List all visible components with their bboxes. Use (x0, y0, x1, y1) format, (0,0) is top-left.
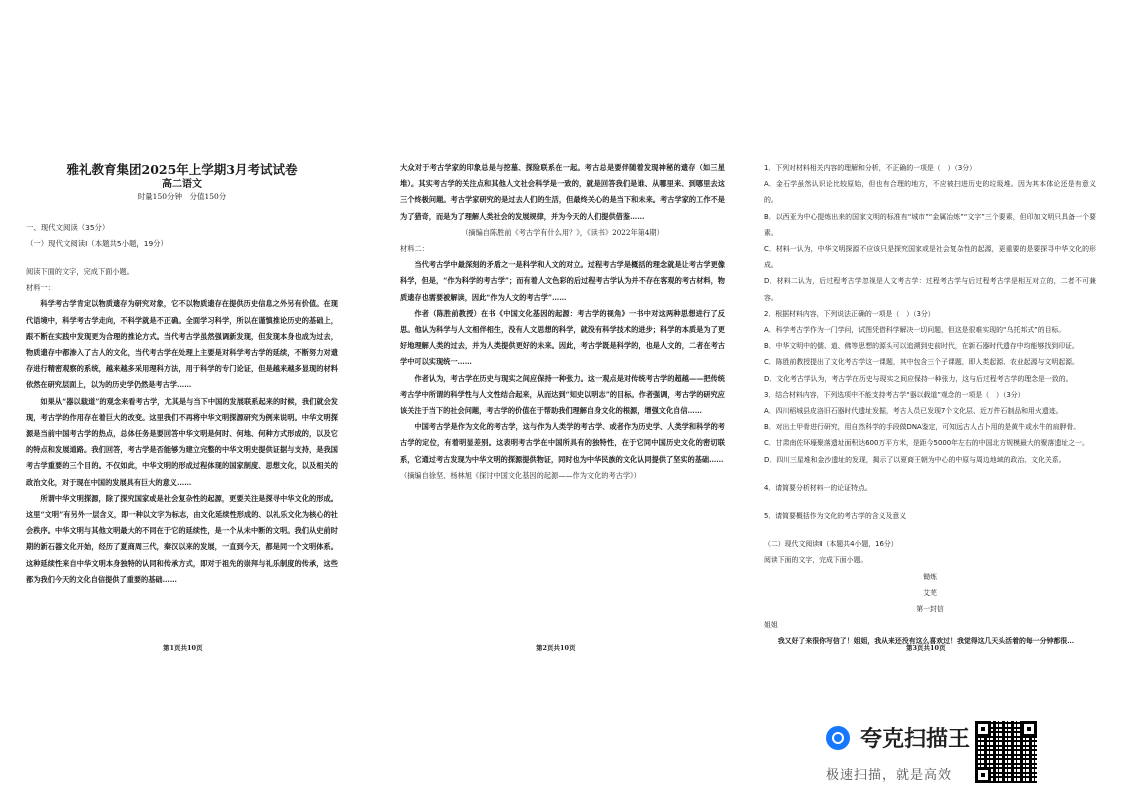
scanner-slogan: 极速扫描，就是高效 (826, 768, 953, 783)
question-option: A．科学考古学作为一门学问，试图凭借科学解决一切问题，但这是很难实现的“乌托邦式”的目标。 (764, 326, 1066, 335)
question-option: A．金石学虽然认识论比较原始，但也有合理的地方，不应被扫进历史的垃圾堆。因为其本体论还是有意义的。 (764, 180, 1096, 205)
page-2-footer: 第2页共10页 (536, 644, 576, 652)
passage-paragraph: 当代考古学中最深刻的矛盾之一是科学和人文的对立。过程考古学是概括的理念就是让考古学更像科学，但是，“作为科学的考古学”；而有着人文色彩的后过程考古学认为并不存在客观的考古材料，物质遗存也需要被解读，因此“作为人文的考古学”…… (400, 260, 725, 302)
reading-instruction: 阅读下面的文字，完成下面小题。 (764, 556, 868, 565)
section-heading: 一、现代文阅读（35分） (26, 223, 110, 232)
page-1-footer: 第1页共10页 (163, 644, 203, 652)
page-3-column (764, 160, 1096, 646)
question-stem: 5．请简要概括作为文化的考古学的含义及意义 (764, 512, 907, 521)
letter-greeting: 姐姐 (764, 621, 778, 630)
passage-paragraph: 作者（陈胜前教授）在书《中国文化基因的起源：考古学的视角》一书中对这两种思想进行了反思。他认为科学与人文相伴相生，没有人文思想的科学，就没有科学技术的进步；科学的本质是为了更好地理解人类的过去，并为人类提供更好的未来。因此，考古学既是科学的，也是人文的，二者在考古学中可以实现统一…… (400, 308, 725, 367)
source-citation: （摘编自陈胜前《考古学有什么用？》，《读书》2022年第4期） (461, 227, 664, 237)
question-option: A．四川稻城县皮洛旧石器时代遗址发掘，考古人员已发现7个文化层、近万件石制品和用火遗迹。 (764, 407, 1063, 416)
page-2-column (400, 160, 725, 620)
exam-meta: 时量150分钟 分值150分 (137, 192, 227, 201)
page-1-column (26, 160, 338, 640)
question-option: D．四川三星堆和金沙遗址的发现，揭示了以夏商王朝为中心的中原与周边地域的政治、文化关系。 (764, 455, 1066, 464)
scanner-watermark (826, 722, 970, 753)
question-option: B．以西亚为中心提炼出来的国家文明的标准有“城市”“金属冶炼”“文字”三个要素，但印加文明只具备一个要素。 (764, 212, 1096, 237)
question-option: C．甘肃南佐环壕聚落遗址面积达600万平方米，是距今5000年左右的中国北方规模最大的聚落遗址之一。 (764, 439, 1089, 448)
page-3-footer: 第3页共10页 (906, 644, 946, 652)
quark-logo-icon (826, 726, 850, 750)
question-stem: 1．下列对材料相关内容的理解和分析，不正确的一项是（ ）（3分） (764, 164, 977, 172)
question-option: B．中华文明中的儒、道、佛等思想的源头可以追溯到史前时代，在新石器时代遗存中均能够找到印证。 (764, 342, 1079, 351)
qr-code-icon (975, 721, 1037, 783)
story-letter-heading: 第一封信 (916, 605, 944, 614)
passage-paragraph: 科学考古学肯定以物质遗存为研究对象，它不以物质遗存在提供历史信息之外另有价值。在现代语境中，科学考古学走向，不科学就是不正确。全面学习科学，所以在谨慎推论历史的基础上，跟不断在实践中发现更为合理的推论方式。当代考古学虽然强调新发现，但发现本身也成为过去，物质遗存中都渗入了古人的文化，当代考古学在处理上主要是对科学考古学的延续，不断努力对遗存进行精密观察的系统，越来越多采用理科方法，用于科学的专门论证，但是越来越多显现的材料依然在研究层面上，以为的历史学仍然是考古学…… (26, 299, 338, 390)
story-paragraph: 我又好了来很你写信了！姐姐，我从来还没有这么喜欢过！我觉得这几天头活着的每一分钟都很… (777, 637, 1075, 646)
story-author: 艾芜 (923, 588, 937, 597)
question-stem: 4．请简要分析材料一的论证特点。 (764, 483, 872, 492)
subsection-heading: （一）现代文阅读Ⅰ（本题共5小题，19分） (26, 239, 168, 248)
section-heading: （二）现代文阅读Ⅱ（本题共4小题，16分） (764, 540, 898, 549)
question-option: B．对出土甲骨进行研究，用自然科学的手段做DNA鉴定，可知远古人占卜用的是黄牛或水牛的肩胛骨。 (764, 423, 1081, 432)
question-option: D．材料二认为，后过程考古学忽视是人文考古学：过程考古学与后过程考古学是相互对立的，二者不可兼容。 (764, 277, 1096, 302)
passage-paragraph: 如果从“器以载道”的观念来看考古学，尤其是与当下中国的发展联系起来的时候，我们就会发现，考古学的作用存在着巨大的改变。这里我们不再将中华文明探源研究为例来说明。中华文明探源是当前中国考古学的热点，总体任务是要回答中华文明是何时、何地、何种方式形成的，以及它的特点和发展道路。我们回答，考古学是否能够为建立完整的中华文明史提供证据与支持，是我国考古学重要的三个目的。不仅如此，中华文明的形成过程体现的国家制度、思想文化，以及相关的政治文化，对于现在中国的发展具有巨大的意义…… (26, 396, 338, 487)
story-title: 锄炼 (923, 572, 937, 581)
question-stem: 2．根据材料内容，下列说法正确的一项是（ ）（3分） (764, 309, 935, 318)
material-label: 材料二： (400, 244, 429, 254)
passage-paragraph: 中国考古学是作为文化的考古学，这与作为人类学的考古学、或者作为历史学、人类学和科学的考古学的定位，有着明显差别。这表明考古学在中国所具有的独特性，在于它同中国历史文化的密切联系，它通过考古发现为中华文明的探源提供物证，同时也为中华民族的文化认同提供了坚实的基础…… (400, 422, 725, 464)
question-stem: 3．结合材料内容，下列选项中不能支持考古学“器以载道”观念的一项是（ ）（3分） (764, 390, 1025, 399)
material-label: 材料一： (26, 283, 55, 293)
passage-paragraph: 大众对于考古学家的印象总是与挖墓、探险联系在一起。考古总是要伴随着发现神秘的遗存（如三星堆）。其实考古学的关注点和其他人文社会科学是一致的，就是回答我们是谁、从哪里来、到哪里去这三个终极问题。考古学家研究的是过去人们的生活，但最终关心的是当下和未来。考古学家的工作不是为了猎奇，而是为了理解人类社会的发展规律，并为今天的人们提供借鉴…… (400, 163, 725, 221)
scanner-app-name: 夸克扫描王 (860, 727, 971, 752)
passage-paragraph: 作者认为，考古学在历史与现实之间应保持一种张力。这一观点是对传统考古学的超越——把传统考古学中所谓的科学性与人文性结合起来，从而达到“知史以明志”的目标。作者强调，考古学的研究应该关注于当下的社会问题，考古学的价值在于帮助我们理解自身文化的根源，增强文化自信…… (400, 373, 725, 416)
source-citation: （摘编自徐坚、杨林旭《探讨中国文化基因的起源——作为文化的考古学》） (400, 470, 641, 480)
passage-paragraph: 所谓中华文明探源，除了探究国家或是社会复杂性的起源，更要关注是探寻中华文化的形成。这里“文明”有另外一层含义，即一种以文字为标志，由文化延续性形成的、以礼乐文化为核心的社会秩序。中华文明与其他文明最大的不同在于它的延续性，是一个从未中断的文明。我们从史前时期的新石器文化开始，经历了夏商周三代，秦汉以来的发展，一直到今天，都是同一个文明体系。这种延续性来自中华文明本身独特的认同和传承方式，即对于祖先的崇拜与礼乐制度的传承，这些都为我们今天的文化自信提供了重要的基础…… (26, 493, 338, 584)
question-option: C．材料一认为，中华文明探源不应该只是探究国家或是社会复杂性的起源，更重要的是要探寻中华文化的形成。 (764, 245, 1096, 270)
reading-instruction: 阅读下面的文字，完成下面小题。 (26, 267, 134, 276)
question-option: C．陈胜前教授提出了文化考古学这一课题，其中包含三个子课题，即人类起源、农业起源与文明起源。 (764, 358, 1079, 367)
exam-subtitle: 高二语文 (162, 179, 202, 190)
question-option: D．文化考古学认为，考古学在历史与现实之间应保持一种张力，这与后过程考古学的理念是一致的。 (764, 374, 1073, 383)
exam-title: 雅礼教育集团2025年上学期3月考试试卷 (66, 162, 298, 177)
